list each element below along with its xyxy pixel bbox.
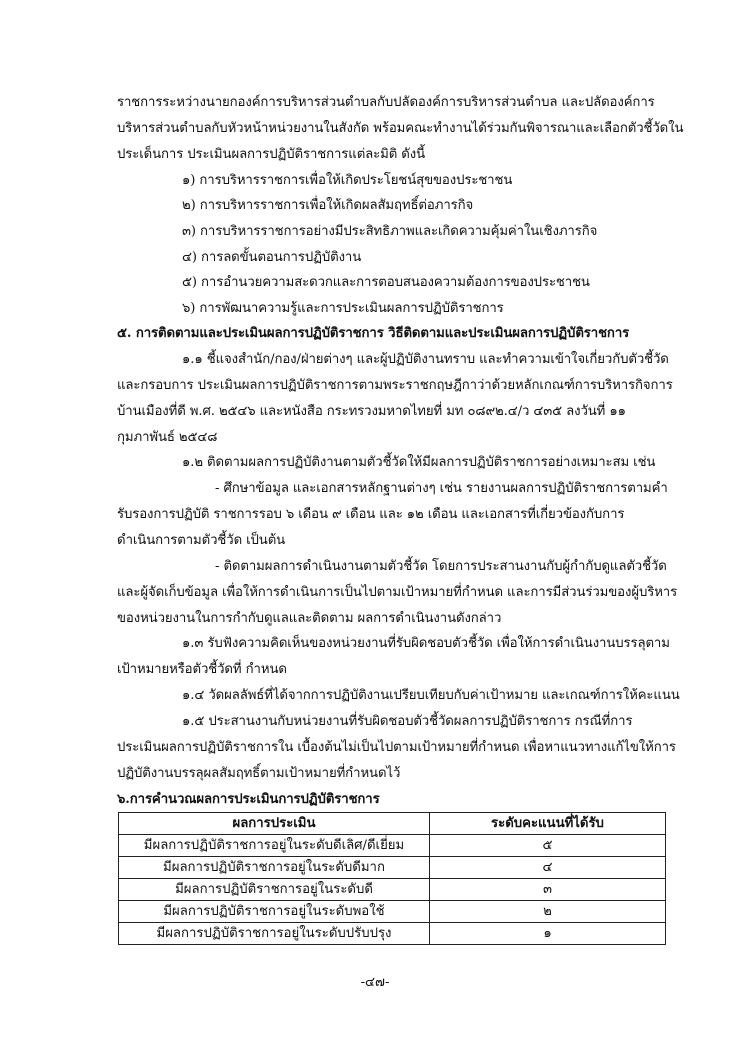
- dimension-item: ๕) การอำนวยความสะดวกและการตอบสนองความต้องการของประชาชน: [182, 275, 590, 290]
- item-1-2: ๑.๒ ติดตามผลการปฏิบัติงานตามตัวชี้วัดให้มีผลการปฏิบัติราชการอย่างเหมาะสม เช่น: [182, 455, 656, 470]
- bullet-2-line: - ติดตามผลการดำเนินงานตามตัวชี้วัด โดยการประสานงานกับผู้กำกับดูแลตัวชี้วัด: [215, 559, 667, 574]
- item-1-5-line: ปฏิบัติงานบรรลุผลสัมฤทธิ์ตามเป้าหมายที่กำหนดไว้: [117, 766, 401, 781]
- table-row: [119, 857, 666, 879]
- paragraph-line: บริหารส่วนตำบลกับหัวหน้าหน่วยงานในสังกัด พร้อมคณะทำงานได้ร่วมกันพิจารณาและเลือกตัวชี้วัดใน: [117, 121, 684, 136]
- item-1-1-line: ๑.๑ ชี้แจงสำนัก/กอง/ฝ่ายต่างๆ และผู้ปฏิบัติงานทราบ และทำความเข้าใจเกี่ยวกับตัวชี้วัด: [182, 352, 669, 367]
- table-cell-score: ๕: [430, 835, 666, 857]
- table-cell-result: มีผลการปฏิบัติราชการอยู่ในระดับพอใช้: [119, 901, 430, 923]
- item-1-1-line: กุมภาพันธ์ ๒๕๔๘: [117, 430, 218, 445]
- table-row: [119, 879, 666, 901]
- item-1-3-line: เป้าหมายหรือตัวชี้วัดที่ กำหนด: [117, 662, 287, 677]
- page-number: -๔๗-: [360, 975, 390, 990]
- dimension-item: ๒) การบริหารราชการเพื่อให้เกิดผลสัมฤทธิ์ต่อภารกิจ: [182, 198, 474, 213]
- paragraph-line: ประเด็นการ ประเมินผลการปฏิบัติราชการแต่ละมิติ ดังนี้: [117, 147, 425, 162]
- table-cell-score: ๑: [430, 923, 666, 945]
- bullet-1-line: - ศึกษาข้อมูล และเอกสารหลักฐานต่างๆ เช่น รายงานผลการปฏิบัติราชการตามคำ: [215, 481, 668, 496]
- item-1-1-line: บ้านเมืองที่ดี พ.ศ. ๒๕๔๖ และหนังสือ กระทรวงมหาดไทยที่ มท ๐๘๙๒.๔/ว ๔๓๕ ลงวันที่ ๑๑: [117, 404, 626, 419]
- item-1-3-line: ๑.๓ รับฟังความคิดเห็นของหน่วยงานที่รับผิดชอบตัวชี้วัด เพื่อให้การดำเนินงานบรรลุตาม: [182, 636, 670, 651]
- table-cell-score: ๔: [430, 857, 666, 879]
- dimension-item: ๖) การพัฒนาความรู้และการประเมินผลการปฏิบัติราชการ: [182, 301, 504, 316]
- table-row: [119, 835, 666, 857]
- table-cell-score: ๓: [430, 879, 666, 901]
- item-1-1-line: และกรอบการ ประเมินผลการปฏิบัติราชการตามพระราชกฤษฎีกาว่าด้วยหลักเกณฑ์การบริหารกิจการ: [117, 378, 673, 393]
- bullet-2-line: ของหน่วยงานในการกำกับดูแลและติดตาม ผลการดำเนินงานดังกล่าว: [117, 611, 502, 626]
- dimension-item: ๑) การบริหารราชการเพื่อให้เกิดประโยชน์สุขของประชาชน: [182, 173, 513, 188]
- table-cell-result: มีผลการปฏิบัติราชการอยู่ในระดับดี: [119, 879, 430, 901]
- item-1-5-line: ๑.๕ ประสานงานกับหน่วยงานที่รับผิดชอบตัวชี้วัดผลการปฏิบัติราชการ กรณีที่การ: [182, 714, 633, 729]
- table-header-score: ระดับคะแนนที่ได้รับ: [430, 813, 666, 835]
- table-header-row: [119, 813, 666, 835]
- section-6-heading: ๖.การคำนวณผลการประเมินการปฏิบัติราชการ: [117, 792, 380, 807]
- table-cell-result: มีผลการปฏิบัติราชการอยู่ในระดับดีมาก: [119, 857, 430, 879]
- item-1-4: ๑.๔ วัดผลลัพธ์ที่ได้จากการปฏิบัติงานเปรียบเทียบกับค่าเป้าหมาย และเกณฑ์การให้คะแนน: [182, 688, 680, 703]
- table-row: [119, 901, 666, 923]
- dimension-item: ๓) การบริหารราชการอย่างมีประสิทธิภาพและเกิดความคุ้มค่าในเชิงภารกิจ: [182, 224, 598, 239]
- bullet-2-line: และผู้จัดเก็บข้อมูล เพื่อให้การดำเนินการเป็นไปตามเป้าหมายที่กำหนด และการมีส่วนร่วมของผู้บริหาร: [117, 585, 678, 600]
- bullet-1-line: รับรองการปฏิบัติ ราชการรอบ ๖ เดือน ๙ เดือน และ ๑๒ เดือน และเอกสารที่เกี่ยวข้องกับการ: [117, 507, 625, 522]
- paragraph-line: ราชการระหว่างนายกองค์การบริหารส่วนตำบลกับปลัดองค์การบริหารส่วนตำบล และปลัดองค์การ: [117, 95, 655, 110]
- table-cell-result: มีผลการปฏิบัติราชการอยู่ในระดับปรับปรุง: [119, 923, 430, 945]
- section-5-heading: ๕. การติดตามและประเมินผลการปฏิบัติราชการ วิธีติดตามและประเมินผลการปฏิบัติราชการ: [117, 326, 630, 341]
- score-table: [118, 812, 666, 945]
- table-cell-result: มีผลการปฏิบัติราชการอยู่ในระดับดีเลิศ/ดีเยี่ยม: [119, 835, 430, 857]
- table-row: [119, 923, 666, 945]
- item-1-5-line: ประเมินผลการปฏิบัติราชการใน เบื้องต้นไม่เป็นไปตามเป้าหมายที่กำหนด เพื่อหาแนวทางแก้ไขให้การ: [117, 740, 676, 755]
- table-header-result: ผลการประเมิน: [119, 813, 430, 835]
- table-cell-score: ๒: [430, 901, 666, 923]
- bullet-1-line: ดำเนินการตามตัวชี้วัด เป็นต้น: [117, 533, 286, 548]
- dimension-item: ๔) การลดขั้นตอนการปฏิบัติงาน: [182, 250, 362, 265]
